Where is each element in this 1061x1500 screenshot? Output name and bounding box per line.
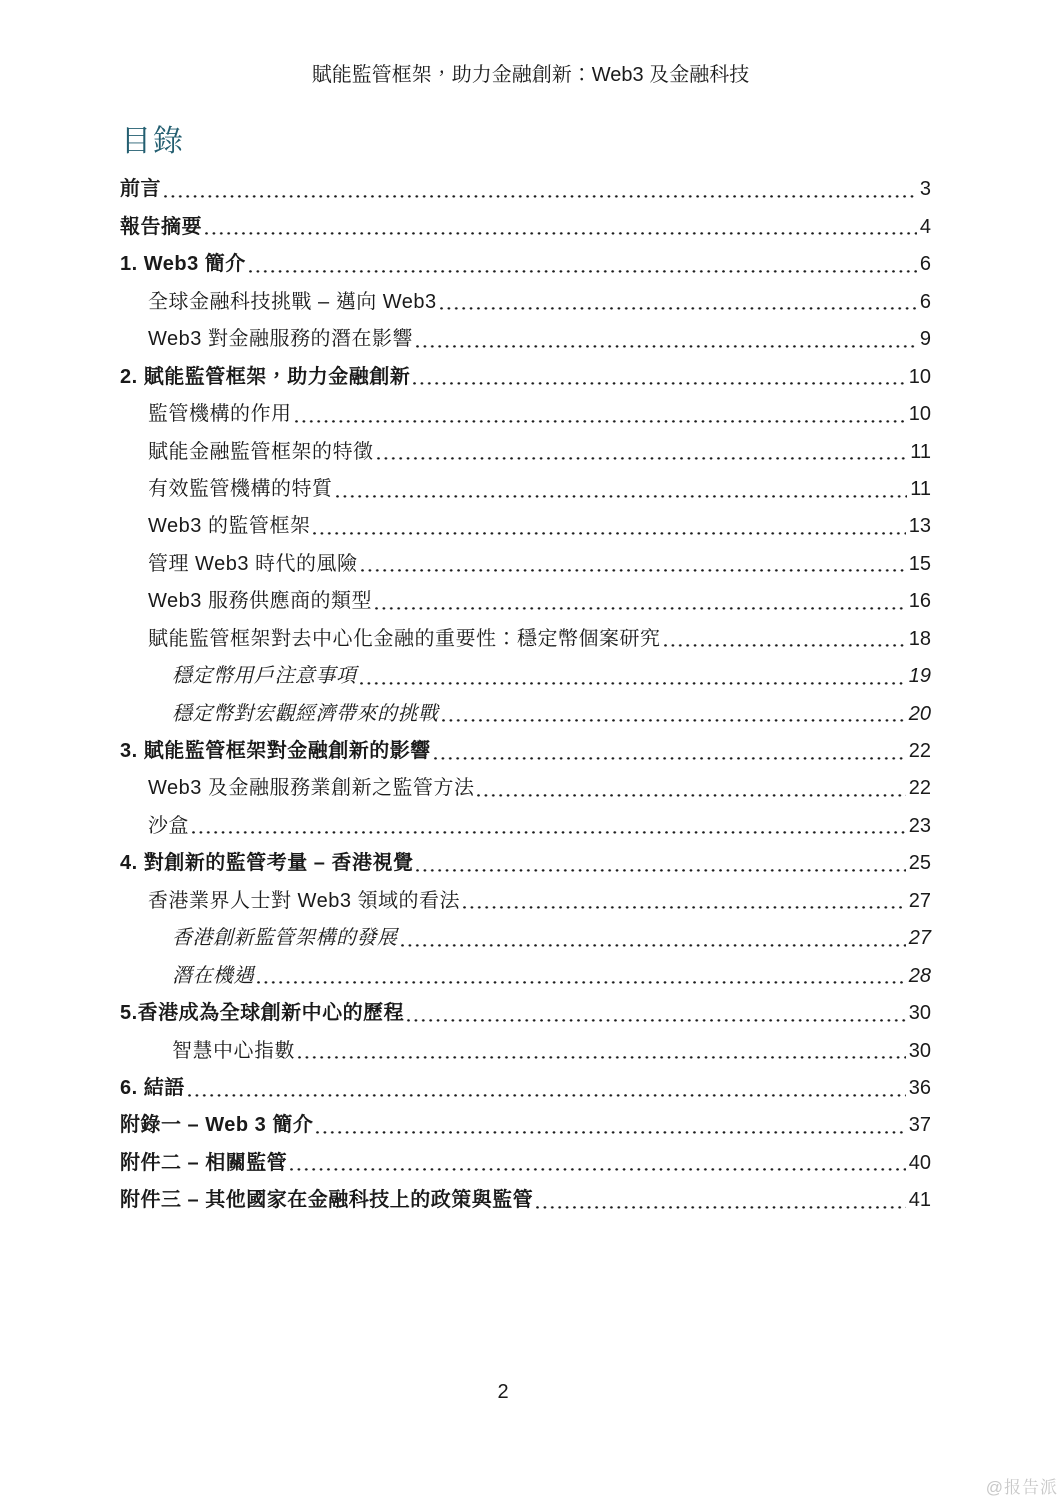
footer-page-number: 2 [497,1381,509,1403]
toc-entry-page: 10 [908,365,931,388]
toc-entry-page: 27 [908,889,931,912]
toc-dot-leader [204,226,918,238]
toc-dot-leader [476,787,906,799]
toc-entry[interactable] [120,393,931,430]
watermark-text: @报告派 [985,1478,1058,1497]
toc-entry-label: 前言 [120,178,161,201]
toc-entry[interactable] [120,617,931,654]
toc-entry[interactable] [120,355,931,392]
toc-entry-page: 25 [908,852,931,875]
toc-entry-label: 4. 對創新的監管考量 – 香港視覺 [120,852,414,875]
toc-entry[interactable] [120,730,931,767]
toc-dot-leader [191,825,907,837]
toc-entry-page: 9 [919,328,931,351]
toc-entry-label: 附錄一 – Web 3 簡介 [120,1114,314,1137]
toc-entry-label: 賦能監管框架對去中心化金融的重要性：穩定幣個案研究 [148,627,661,650]
toc-entry[interactable] [120,542,931,579]
toc-entry-label: Web3 的監管框架 [148,515,311,538]
toc-entry-label: 香港業界人士對 Web3 領域的看法 [148,889,460,912]
toc-dot-leader [248,263,918,275]
toc-entry[interactable] [120,318,931,355]
toc-entry-page: 22 [908,740,931,762]
toc-entry-label: 潛在機遇 [172,964,254,987]
toc-dot-leader [439,301,918,313]
toc-entry[interactable] [120,430,931,467]
toc-entry-label: 2. 賦能監管框架，助力金融創新 [120,365,411,388]
toc-entry-label: 附件二 – 相關監管 [120,1151,288,1174]
toc-entry-label: 附件三 – 其他國家在金融科技上的政策與監管 [120,1189,534,1212]
toc-dot-leader [374,600,907,612]
toc-entry-page: 36 [908,1076,931,1099]
toc-dot-leader [297,1050,907,1062]
toc-dot-leader [535,1199,907,1211]
toc-entry-page: 37 [908,1114,931,1137]
toc-entry-page: 15 [908,552,931,575]
toc-dot-leader [359,675,907,687]
toc-entry-page: 10 [908,403,931,426]
toc-entry-page: 30 [908,1002,931,1025]
toc-dot-leader [315,1124,906,1136]
toc-entry[interactable] [120,243,931,280]
toc-entry[interactable] [120,992,931,1029]
toc-entry[interactable] [120,842,931,879]
toc-entry-page: 41 [908,1189,931,1212]
toc-entry-page: 11 [910,440,931,463]
toc-dot-leader [163,188,918,200]
toc-dot-leader [415,862,906,874]
toc-entry[interactable] [120,1141,931,1178]
toc-dot-leader [663,638,907,650]
toc-dot-leader [312,525,906,537]
toc-entry[interactable] [120,168,931,205]
toc-entry[interactable] [120,205,931,242]
toc-dot-leader [412,376,907,388]
toc-entry-page: 22 [908,777,931,800]
toc-entry-label: 穩定幣用戶注意事項 [172,665,357,688]
toc-entry[interactable] [120,655,931,692]
toc-list [120,168,931,1216]
toc-entry-page: 20 [908,702,931,725]
toc-entry-label: 全球金融科技挑戰 – 邁向 Web3 [148,290,437,313]
toc-entry[interactable] [120,1067,931,1104]
toc-entry-page: 30 [908,1039,931,1062]
toc-dot-leader [376,451,909,463]
toc-dot-leader [462,900,907,912]
document-header-title: 賦能監管框架，助力金融創新：Web3 及金融科技 [311,64,750,86]
toc-dot-leader [441,713,907,725]
toc-entry-label: 5.香港成為全球創新中心的歷程 [120,1002,405,1025]
toc-dot-leader [433,750,907,762]
toc-entry-page: 4 [919,215,931,238]
toc-entry-page: 28 [908,964,931,987]
toc-entry[interactable] [120,917,931,954]
toc-dot-leader [335,488,909,500]
toc-dot-leader [406,1012,907,1024]
toc-dot-leader [256,975,907,987]
toc-entry[interactable] [120,692,931,729]
toc-entry-label: 沙盒 [148,814,189,837]
toc-title: 目錄 [121,125,185,158]
toc-entry-label: 1. Web3 簡介 [120,253,246,276]
toc-entry[interactable] [120,468,931,505]
toc-dot-leader [187,1087,907,1099]
toc-entry-page: 6 [919,290,931,313]
toc-dot-leader [415,338,918,350]
toc-entry-label: 管理 Web3 時代的風險 [148,552,358,575]
toc-dot-leader [294,413,907,425]
toc-dot-leader [289,1162,907,1174]
toc-entry-page: 3 [919,178,931,201]
toc-entry-label: Web3 及金融服務業創新之監管方法 [148,777,475,800]
toc-entry-page: 40 [908,1151,931,1174]
toc-entry-page: 23 [908,814,931,837]
toc-entry[interactable] [120,879,931,916]
toc-entry-label: 香港創新監管架構的發展 [172,927,398,950]
toc-entry-page: 19 [908,665,931,688]
toc-entry-label: 監管機構的作用 [148,403,292,426]
toc-entry-label: Web3 服務供應商的類型 [148,590,372,613]
toc-entry[interactable] [120,1029,931,1066]
toc-entry-page: 16 [908,590,931,613]
toc-entry-label: 6. 結語 [120,1076,185,1099]
toc-entry-page: 27 [908,927,931,950]
toc-entry-page: 18 [908,627,931,650]
toc-entry[interactable] [120,767,931,804]
toc-dot-leader [360,563,907,575]
toc-entry-label: 智慧中心指數 [172,1039,295,1062]
toc-entry[interactable] [120,580,931,617]
toc-entry[interactable] [120,1104,931,1141]
toc-entry-label: 有效監管機構的特質 [148,477,333,500]
toc-entry[interactable] [120,280,931,317]
toc-entry-label: 穩定幣對宏觀經濟帶來的挑戰 [172,702,439,725]
toc-entry-page: 13 [908,515,931,538]
toc-entry-label: Web3 對金融服務的潛在影響 [148,328,413,351]
toc-entry[interactable] [120,804,931,841]
toc-entry-page: 11 [910,477,931,500]
toc-dot-leader [400,937,907,949]
toc-entry-label: 報告摘要 [120,215,202,238]
toc-entry-label: 賦能金融監管框架的特徵 [148,440,374,463]
toc-entry[interactable] [120,954,931,991]
toc-entry-page: 6 [919,253,931,276]
toc-entry-label: 3. 賦能監管框架對金融創新的影響 [120,740,431,762]
toc-entry[interactable] [120,1179,931,1216]
toc-entry[interactable] [120,505,931,542]
